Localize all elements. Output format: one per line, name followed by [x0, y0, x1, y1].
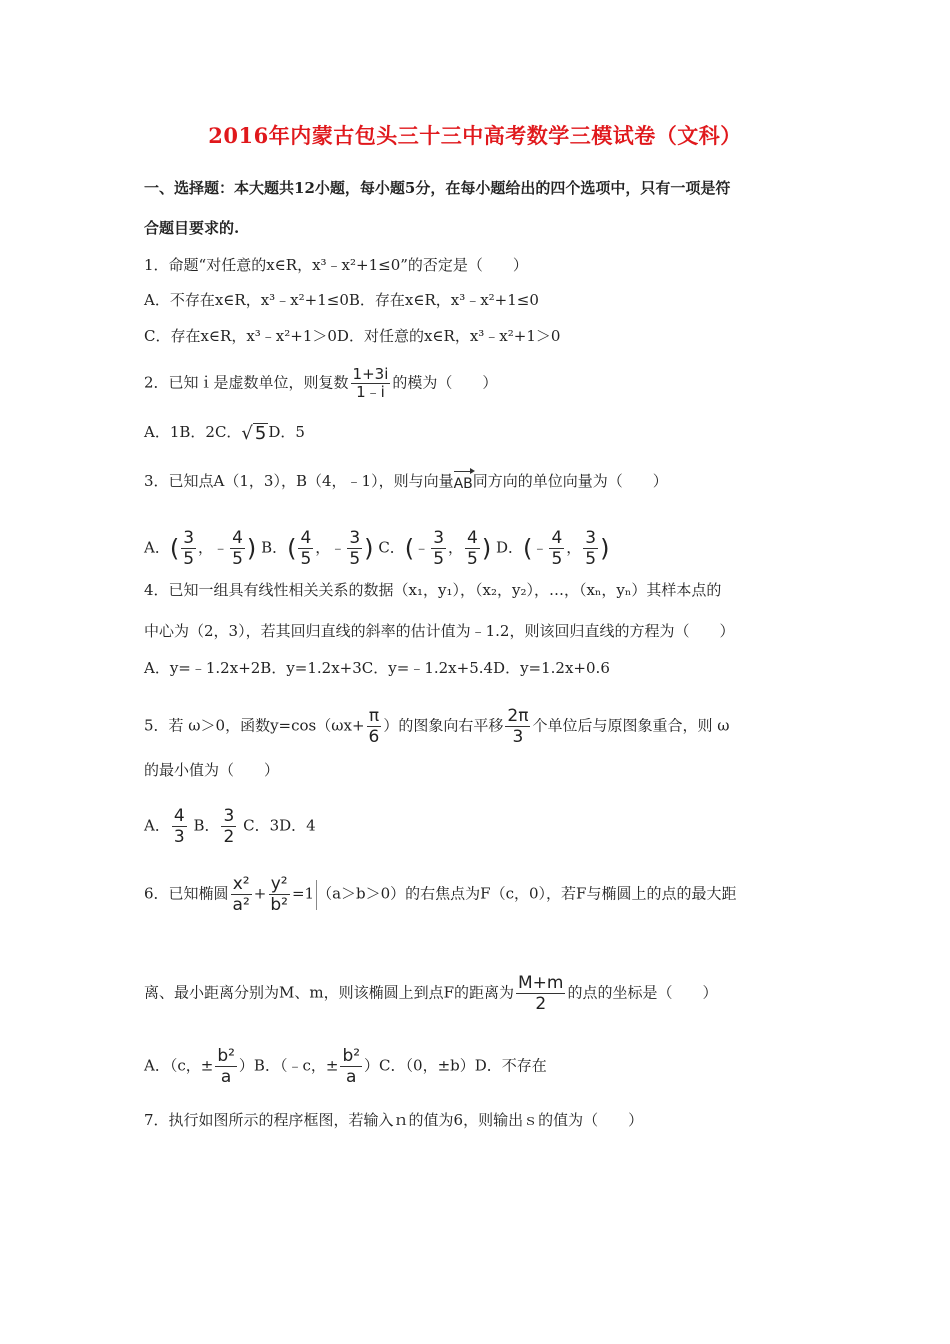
- paren-open: (: [169, 534, 180, 563]
- q3-a-frac1: [181, 528, 196, 569]
- num: 3: [585, 528, 597, 548]
- q6-line2-pre: 离、最小距离分别为M、m，则该椭圆上到点F的距离为: [144, 983, 514, 1002]
- den: a: [220, 1067, 232, 1087]
- q2-options-ab-c: A．1B．2C．: [144, 423, 242, 441]
- q6-a-frac: [215, 1046, 237, 1087]
- paren-close: ): [364, 534, 374, 563]
- num: 3: [223, 806, 235, 826]
- den: 5: [232, 549, 243, 569]
- minus: ﹣: [414, 538, 430, 557]
- num: 3: [349, 528, 361, 548]
- equals-one: =1: [291, 884, 315, 903]
- plus-sign: +: [253, 884, 267, 903]
- q5-text-post: 个单位后与原图象重合，则 ω: [532, 716, 730, 735]
- q5-label-a: A．: [144, 816, 170, 835]
- q3-text-post: 同方向的单位向量为（ ）: [472, 472, 668, 490]
- q2-numerator: 1+3i: [352, 365, 389, 383]
- q5-text-pre: 5．若 ω＞0，函数y=cos（ωx+: [144, 716, 365, 735]
- q3-label-d: D．: [496, 538, 524, 557]
- q3-a-frac2: [230, 528, 245, 569]
- q6-options-cd: ）C．（0，±b）D．不存在: [364, 1056, 547, 1075]
- minus: ﹣: [532, 538, 548, 557]
- num: 3: [183, 528, 195, 548]
- num: b²: [342, 1046, 361, 1066]
- paren-close: ): [246, 534, 257, 563]
- den: 5: [585, 549, 597, 569]
- q6-text-post: （a＞b＞0）的右焦点为F（c，0），若F与椭圆上的点的最大距: [317, 884, 737, 903]
- plus-minus: ±: [200, 1056, 214, 1075]
- q5-b-frac: [221, 806, 236, 847]
- q4-stem-line2: 中心为（2，3），若其回归直线的斜率的估计值为﹣1.2，则该回归直线的方程为（ ）: [144, 622, 735, 640]
- vector-ab: AB: [454, 470, 473, 494]
- minus: ﹣: [330, 538, 346, 557]
- q6-option-a-pre: A．（c，: [144, 1056, 201, 1075]
- minus: ﹣: [213, 538, 229, 557]
- q5-options: [144, 806, 316, 847]
- num: 3: [433, 528, 445, 548]
- q3-c-frac2: [465, 528, 480, 569]
- q1-stem: 1．命题“对任意的x∈R，x³﹣x²+1≤0”的否定是（ ）: [144, 256, 528, 274]
- paren-open: (: [287, 534, 297, 563]
- den: 3: [173, 827, 185, 847]
- paren-close: ): [600, 534, 610, 563]
- q6-b-frac: [340, 1046, 362, 1087]
- sqrt-radicand: 5: [254, 422, 267, 444]
- q6-stem-line1: [144, 874, 736, 915]
- paren-open: (: [523, 534, 533, 563]
- q3-options: A．( $\frac{3}{5}$ ，﹣ $\frac{4}{5}$ ) B．( $\frac{4}{5}$ ，﹣ $\frac{3}{5}$ ) C．(﹣ $\frac{3}{5}$ ， $\frac{4}{5}$ ) D．(﹣ $\frac{4}{5}$ ， $\frac{3}{5}$ ): [144, 528, 610, 569]
- q3-text-pre: 3．已知点A（1，3），B（4，﹣1），则与向量: [144, 472, 454, 490]
- section-heading-line1: 一、选择题：本大题共12小题，每小题5分，在每小题给出的四个选项中，只有一项是符: [144, 179, 731, 197]
- q1-options-cd: C．存在x∈R，x³﹣x²+1＞0D．对任意的x∈R，x³﹣x²+1＞0: [144, 327, 561, 345]
- q5-stem-line2: 的最小值为（ ）: [144, 761, 280, 779]
- num: 2π: [507, 706, 529, 726]
- q6-line2-post: 的点的坐标是（ ）: [567, 983, 718, 1002]
- den: 5: [433, 549, 445, 569]
- q3-b-frac1: [298, 528, 313, 569]
- num: 4: [173, 806, 185, 826]
- den: a²: [232, 895, 250, 915]
- den: a: [346, 1067, 357, 1087]
- plus-minus: ±: [325, 1056, 339, 1075]
- q6-options: [144, 1046, 547, 1087]
- num: M+m: [518, 973, 564, 993]
- q5-options-cd: C．3D．4: [243, 816, 316, 835]
- q5-text-mid: ）的图象向右平移: [383, 716, 504, 735]
- q6-stem-line2: [144, 973, 718, 1014]
- den: 3: [512, 727, 524, 747]
- q5-frac-pi6: [367, 706, 382, 747]
- q1-options-ab: A．不存在x∈R，x³﹣x²+1≤0B．存在x∈R，x³﹣x²+1≤0: [144, 291, 539, 309]
- den: 6: [368, 727, 380, 747]
- q3-label-c: C．: [378, 538, 405, 557]
- q2-options: [144, 422, 305, 444]
- section-heading-line2: 合题目要求的.: [144, 219, 240, 237]
- q2-text-pre: 2．已知ｉ是虚数单位，则复数: [144, 373, 349, 392]
- q3-d-frac2: [583, 528, 598, 569]
- paren-close: ): [481, 534, 492, 563]
- paren-open: (: [404, 534, 415, 563]
- q6-frac-x2a2: [231, 874, 252, 915]
- num: 4: [467, 528, 478, 548]
- den: 5: [183, 549, 195, 569]
- q2-denominator: 1﹣i: [356, 383, 385, 401]
- q3-c-frac1: [431, 528, 446, 569]
- sqrt-symbol: √ 5: [241, 422, 267, 444]
- q3-b-frac2: [347, 528, 362, 569]
- den: 2: [535, 994, 547, 1014]
- q2-fraction: [351, 366, 391, 401]
- num: y²: [270, 874, 288, 894]
- q6-option-b-pre: ）B．（﹣c，: [238, 1056, 326, 1075]
- num: 4: [300, 528, 312, 548]
- q5-stem-line1: [144, 706, 729, 747]
- den: 2: [223, 827, 235, 847]
- q4-stem-line1: 4．已知一组具有线性相关关系的数据（x₁，y₁），（x₂，y₂），…，（xₙ，yₙ）其样本点的: [144, 581, 722, 599]
- q4-options: A．y=﹣1.2x+2B．y=1.2x+3C．y=﹣1.2x+5.4D．y=1.2x+0.6: [144, 659, 610, 677]
- q5-label-b: B．: [193, 816, 220, 835]
- num: x²: [232, 874, 250, 894]
- q3-label-b: B．: [261, 538, 288, 557]
- q3-stem: [144, 470, 668, 494]
- num: b²: [217, 1046, 235, 1066]
- q6-frac-mm2: [516, 973, 565, 1014]
- q2-stem: [144, 366, 497, 401]
- q7-stem: 7．执行如图所示的程序框图，若输入ｎ的值为6，则输出ｓ的值为（ ）: [144, 1111, 644, 1129]
- num: 4: [551, 528, 563, 548]
- q6-frac-y2b2: [268, 874, 290, 915]
- den: 5: [349, 549, 361, 569]
- q5-frac-2pi3: [505, 706, 530, 747]
- q5-a-frac: [172, 806, 187, 847]
- q3-label-a: A．: [144, 538, 170, 557]
- num: 4: [232, 528, 243, 548]
- q6-text-pre: 6．已知椭圆: [144, 884, 229, 903]
- den: 5: [551, 549, 563, 569]
- exam-title: 2016年内蒙古包头三十三中高考数学三模试卷（文科）: [208, 123, 742, 148]
- q3-d-frac1: [549, 528, 564, 569]
- den: b²: [270, 895, 288, 915]
- den: 5: [467, 549, 478, 569]
- den: 5: [300, 549, 312, 569]
- num: π: [368, 706, 380, 726]
- q2-option-d: D．5: [268, 423, 305, 441]
- q2-text-post: 的模为（ ）: [392, 373, 498, 392]
